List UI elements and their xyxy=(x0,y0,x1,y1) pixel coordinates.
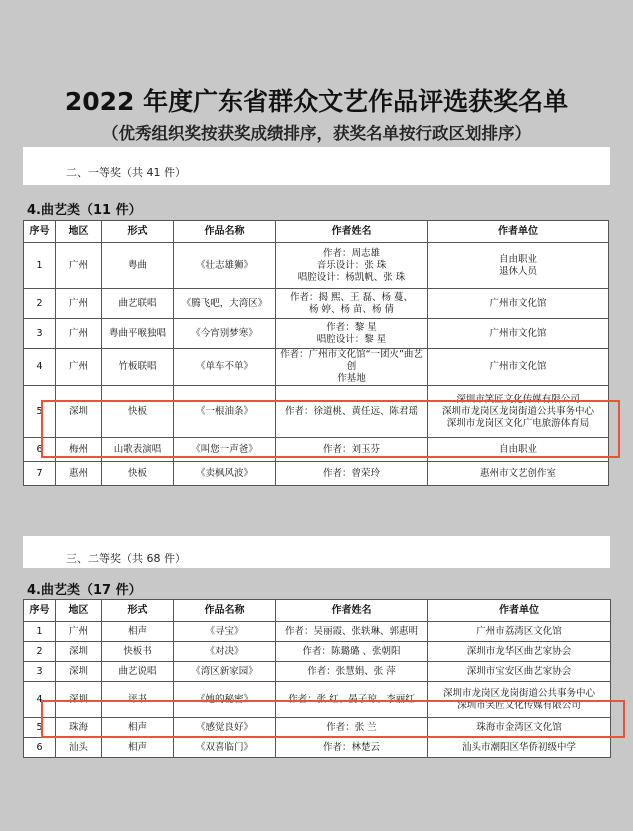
cell-author-line: 作者：吴丽霞、张轶琳、郭惠明 xyxy=(284,625,418,637)
cell-unit-line: 珠海市金湾区文化馆 xyxy=(476,721,562,733)
cell-unit-line: 惠州市文艺创作室 xyxy=(479,467,556,479)
cell-work: 《腾飞吧，大湾区》 xyxy=(174,289,276,319)
cell-form: 曲艺说唱 xyxy=(102,662,174,682)
cell-region: 惠州 xyxy=(56,462,102,486)
cell-no: 3 xyxy=(24,662,56,682)
cell-unit-line: 自由职业 xyxy=(498,443,537,455)
cell-unit-line: 广州市文化馆 xyxy=(489,327,547,339)
cell-author-line: 作者：张 兰 xyxy=(326,721,377,733)
cell-unit-line: 汕头市潮阳区华侨初级中学 xyxy=(461,741,576,753)
cell-author-line: 作者：周志雄 xyxy=(322,247,380,259)
awards-table-second xyxy=(23,599,611,758)
cell-author xyxy=(276,349,428,386)
cell-unit xyxy=(428,682,611,718)
cell-form: 快板书 xyxy=(102,642,174,662)
cell-form: 粤曲平喉独唱 xyxy=(102,319,174,349)
cell-unit-line: 自由职业 xyxy=(498,253,537,265)
cell-form: 相声 xyxy=(102,718,174,738)
table-row xyxy=(24,438,609,462)
category-label-second: 4.曲艺类（17 件） xyxy=(27,583,142,598)
cell-unit xyxy=(428,243,609,289)
table-row xyxy=(24,662,611,682)
cell-unit xyxy=(428,319,609,349)
cell-unit-line: 深圳市笑匠文化传媒有限公司 xyxy=(457,699,581,711)
cell-work: 《寻宝》 xyxy=(174,622,276,642)
table-row xyxy=(24,349,609,386)
cell-author xyxy=(276,738,428,758)
cell-form: 快板 xyxy=(102,386,174,438)
table-row xyxy=(24,642,611,662)
cell-unit-line: 深圳市笑匠文化传媒有限公司 xyxy=(456,393,580,405)
cell-author xyxy=(276,662,428,682)
cell-author xyxy=(276,319,428,349)
cell-region: 汕头 xyxy=(56,738,102,758)
cell-work: 《单车不单》 xyxy=(174,349,276,386)
header-author: 作者姓名 xyxy=(276,600,428,622)
cell-form: 相声 xyxy=(102,738,174,758)
cell-form: 评书 xyxy=(102,682,174,718)
cell-author-line: 作者：揭 熙、王 磊、杨 蔓、 xyxy=(289,291,414,303)
table-row xyxy=(24,289,609,319)
cell-unit xyxy=(428,738,611,758)
cell-region: 广州 xyxy=(56,289,102,319)
cell-no: 4 xyxy=(24,682,56,718)
cell-region: 珠海 xyxy=(56,718,102,738)
header-no: 序号 xyxy=(24,221,56,243)
cell-unit xyxy=(428,349,609,386)
cell-no: 2 xyxy=(24,642,56,662)
cell-unit xyxy=(428,462,609,486)
cell-work: 《湾区新家园》 xyxy=(174,662,276,682)
cell-unit xyxy=(428,642,611,662)
cell-unit xyxy=(428,386,609,438)
cell-author xyxy=(276,438,428,462)
cell-region: 广州 xyxy=(56,349,102,386)
cell-author xyxy=(276,386,428,438)
cell-author-line: 作者：徐道桃、黄任远、陈君瑶 xyxy=(284,405,418,417)
table-row xyxy=(24,738,611,758)
table-row xyxy=(24,243,609,289)
cell-work: 《感觉良好》 xyxy=(174,718,276,738)
cell-region: 深圳 xyxy=(56,642,102,662)
cell-no: 3 xyxy=(24,319,56,349)
cell-work: 《双喜临门》 xyxy=(174,738,276,758)
cell-unit-line: 广州市文化馆 xyxy=(489,361,547,372)
cell-author-line: 唱腔设计：黎 星 xyxy=(316,333,387,345)
cell-region: 广州 xyxy=(56,319,102,349)
cell-work: 《壮志雄狮》 xyxy=(174,243,276,289)
cell-work: 《一根油条》 xyxy=(174,386,276,438)
awards-table-first xyxy=(23,220,609,486)
cell-work: 《对决》 xyxy=(174,642,276,662)
cell-author-line: 作者：曾荣玲 xyxy=(322,467,380,479)
cell-no: 2 xyxy=(24,289,56,319)
cell-work: 《卖枫风波》 xyxy=(174,462,276,486)
cell-form: 山歌表演唱 xyxy=(102,438,174,462)
header-region: 地区 xyxy=(56,600,102,622)
cell-author xyxy=(276,718,428,738)
document-title: 2022 年度广东省群众文艺作品评选获奖名单 xyxy=(64,87,569,116)
cell-author xyxy=(276,682,428,718)
cell-region: 广州 xyxy=(56,622,102,642)
cell-no: 5 xyxy=(24,718,56,738)
cell-author-line: 作者：陈璐璐 、张朝阳 xyxy=(302,645,401,657)
cell-author xyxy=(276,622,428,642)
cell-form: 竹板联唱 xyxy=(102,349,174,386)
cell-region: 深圳 xyxy=(56,682,102,718)
prize-label-first: 二、一等奖（共 41 件） xyxy=(66,166,186,179)
cell-no: 4 xyxy=(24,349,56,386)
table-row xyxy=(24,462,609,486)
category-label-first: 4.曲艺类（11 件） xyxy=(27,203,142,218)
cell-unit xyxy=(428,289,609,319)
table-row xyxy=(24,386,609,438)
header-region: 地区 xyxy=(56,221,102,243)
header-form: 形式 xyxy=(102,600,174,622)
cell-author-line: 作者：张慧娟、张 萍 xyxy=(307,665,396,677)
header-no: 序号 xyxy=(24,600,56,622)
table-row xyxy=(24,622,611,642)
header-unit: 作者单位 xyxy=(428,600,611,622)
cell-author xyxy=(276,462,428,486)
cell-no: 5 xyxy=(24,386,56,438)
cell-author-line: 作基地 xyxy=(337,373,366,384)
header-author: 作者姓名 xyxy=(276,221,428,243)
cell-author-line: 作者：林楚云 xyxy=(322,741,380,753)
cell-form: 相声 xyxy=(102,622,174,642)
cell-unit xyxy=(428,622,611,642)
cell-form: 快板 xyxy=(102,462,174,486)
cell-unit-line: 广州市荔湾区文化馆 xyxy=(476,625,562,637)
cell-unit-line: 退休人员 xyxy=(498,265,537,277)
cell-unit-line: 深圳市龙华区曲艺家协会 xyxy=(466,645,572,657)
table-row xyxy=(24,682,611,718)
cell-region: 深圳 xyxy=(56,662,102,682)
cell-no: 7 xyxy=(24,462,56,486)
cell-region: 深圳 xyxy=(56,386,102,438)
cell-work: 《叫您一声爸》 xyxy=(174,438,276,462)
cell-unit-line: 深圳市龙岗区龙岗街道公共事务中心 xyxy=(442,687,595,699)
cell-work: 《她的秘密》 xyxy=(174,682,276,718)
cell-author-line: 杨 婷、杨 苗、杨 倩 xyxy=(308,303,395,315)
prize-label-second: 三、二等奖（共 68 件） xyxy=(66,552,186,565)
cell-no: 6 xyxy=(24,738,56,758)
document-subtitle: （优秀组织奖按获奖成绩排序，获奖名单按行政区划排序） xyxy=(102,124,531,143)
cell-region: 广州 xyxy=(56,243,102,289)
cell-form: 粤曲 xyxy=(102,243,174,289)
cell-unit-line: 广州市文化馆 xyxy=(489,297,547,309)
cell-no: 1 xyxy=(24,622,56,642)
header-work: 作品名称 xyxy=(174,221,276,243)
cell-no: 1 xyxy=(24,243,56,289)
cell-form: 曲艺联唱 xyxy=(102,289,174,319)
cell-author-line: 唱腔设计：杨凯帆、张 珠 xyxy=(297,271,406,283)
cell-author xyxy=(276,243,428,289)
cell-author-line: 作者：黎 星 xyxy=(326,321,377,333)
cell-region: 梅州 xyxy=(56,438,102,462)
header-unit: 作者单位 xyxy=(428,221,609,243)
cell-unit xyxy=(428,718,611,738)
table-row xyxy=(24,718,611,738)
table-row xyxy=(24,319,609,349)
cell-unit-line: 深圳市龙岗区文化广电旅游体育局 xyxy=(446,417,590,429)
header-work: 作品名称 xyxy=(174,600,276,622)
cell-no: 6 xyxy=(24,438,56,462)
cell-author-line: 音乐设计：张 珠 xyxy=(316,259,387,271)
cell-author-line: 作者：刘玉芬 xyxy=(322,443,380,455)
cell-unit-line: 深圳市龙岗区龙岗街道公共事务中心 xyxy=(441,405,594,417)
cell-unit xyxy=(428,662,611,682)
cell-author xyxy=(276,289,428,319)
cell-author-line: 作者：张 红、晏子琼、李丽红 xyxy=(288,693,415,705)
cell-work: 《今宵别梦寒》 xyxy=(174,319,276,349)
cell-author-line: 作者：广州市文化馆“一团火”曲艺创 xyxy=(280,349,423,372)
header-form: 形式 xyxy=(102,221,174,243)
cell-unit xyxy=(428,438,609,462)
cell-author xyxy=(276,642,428,662)
cell-unit-line: 深圳市宝安区曲艺家协会 xyxy=(466,665,572,677)
